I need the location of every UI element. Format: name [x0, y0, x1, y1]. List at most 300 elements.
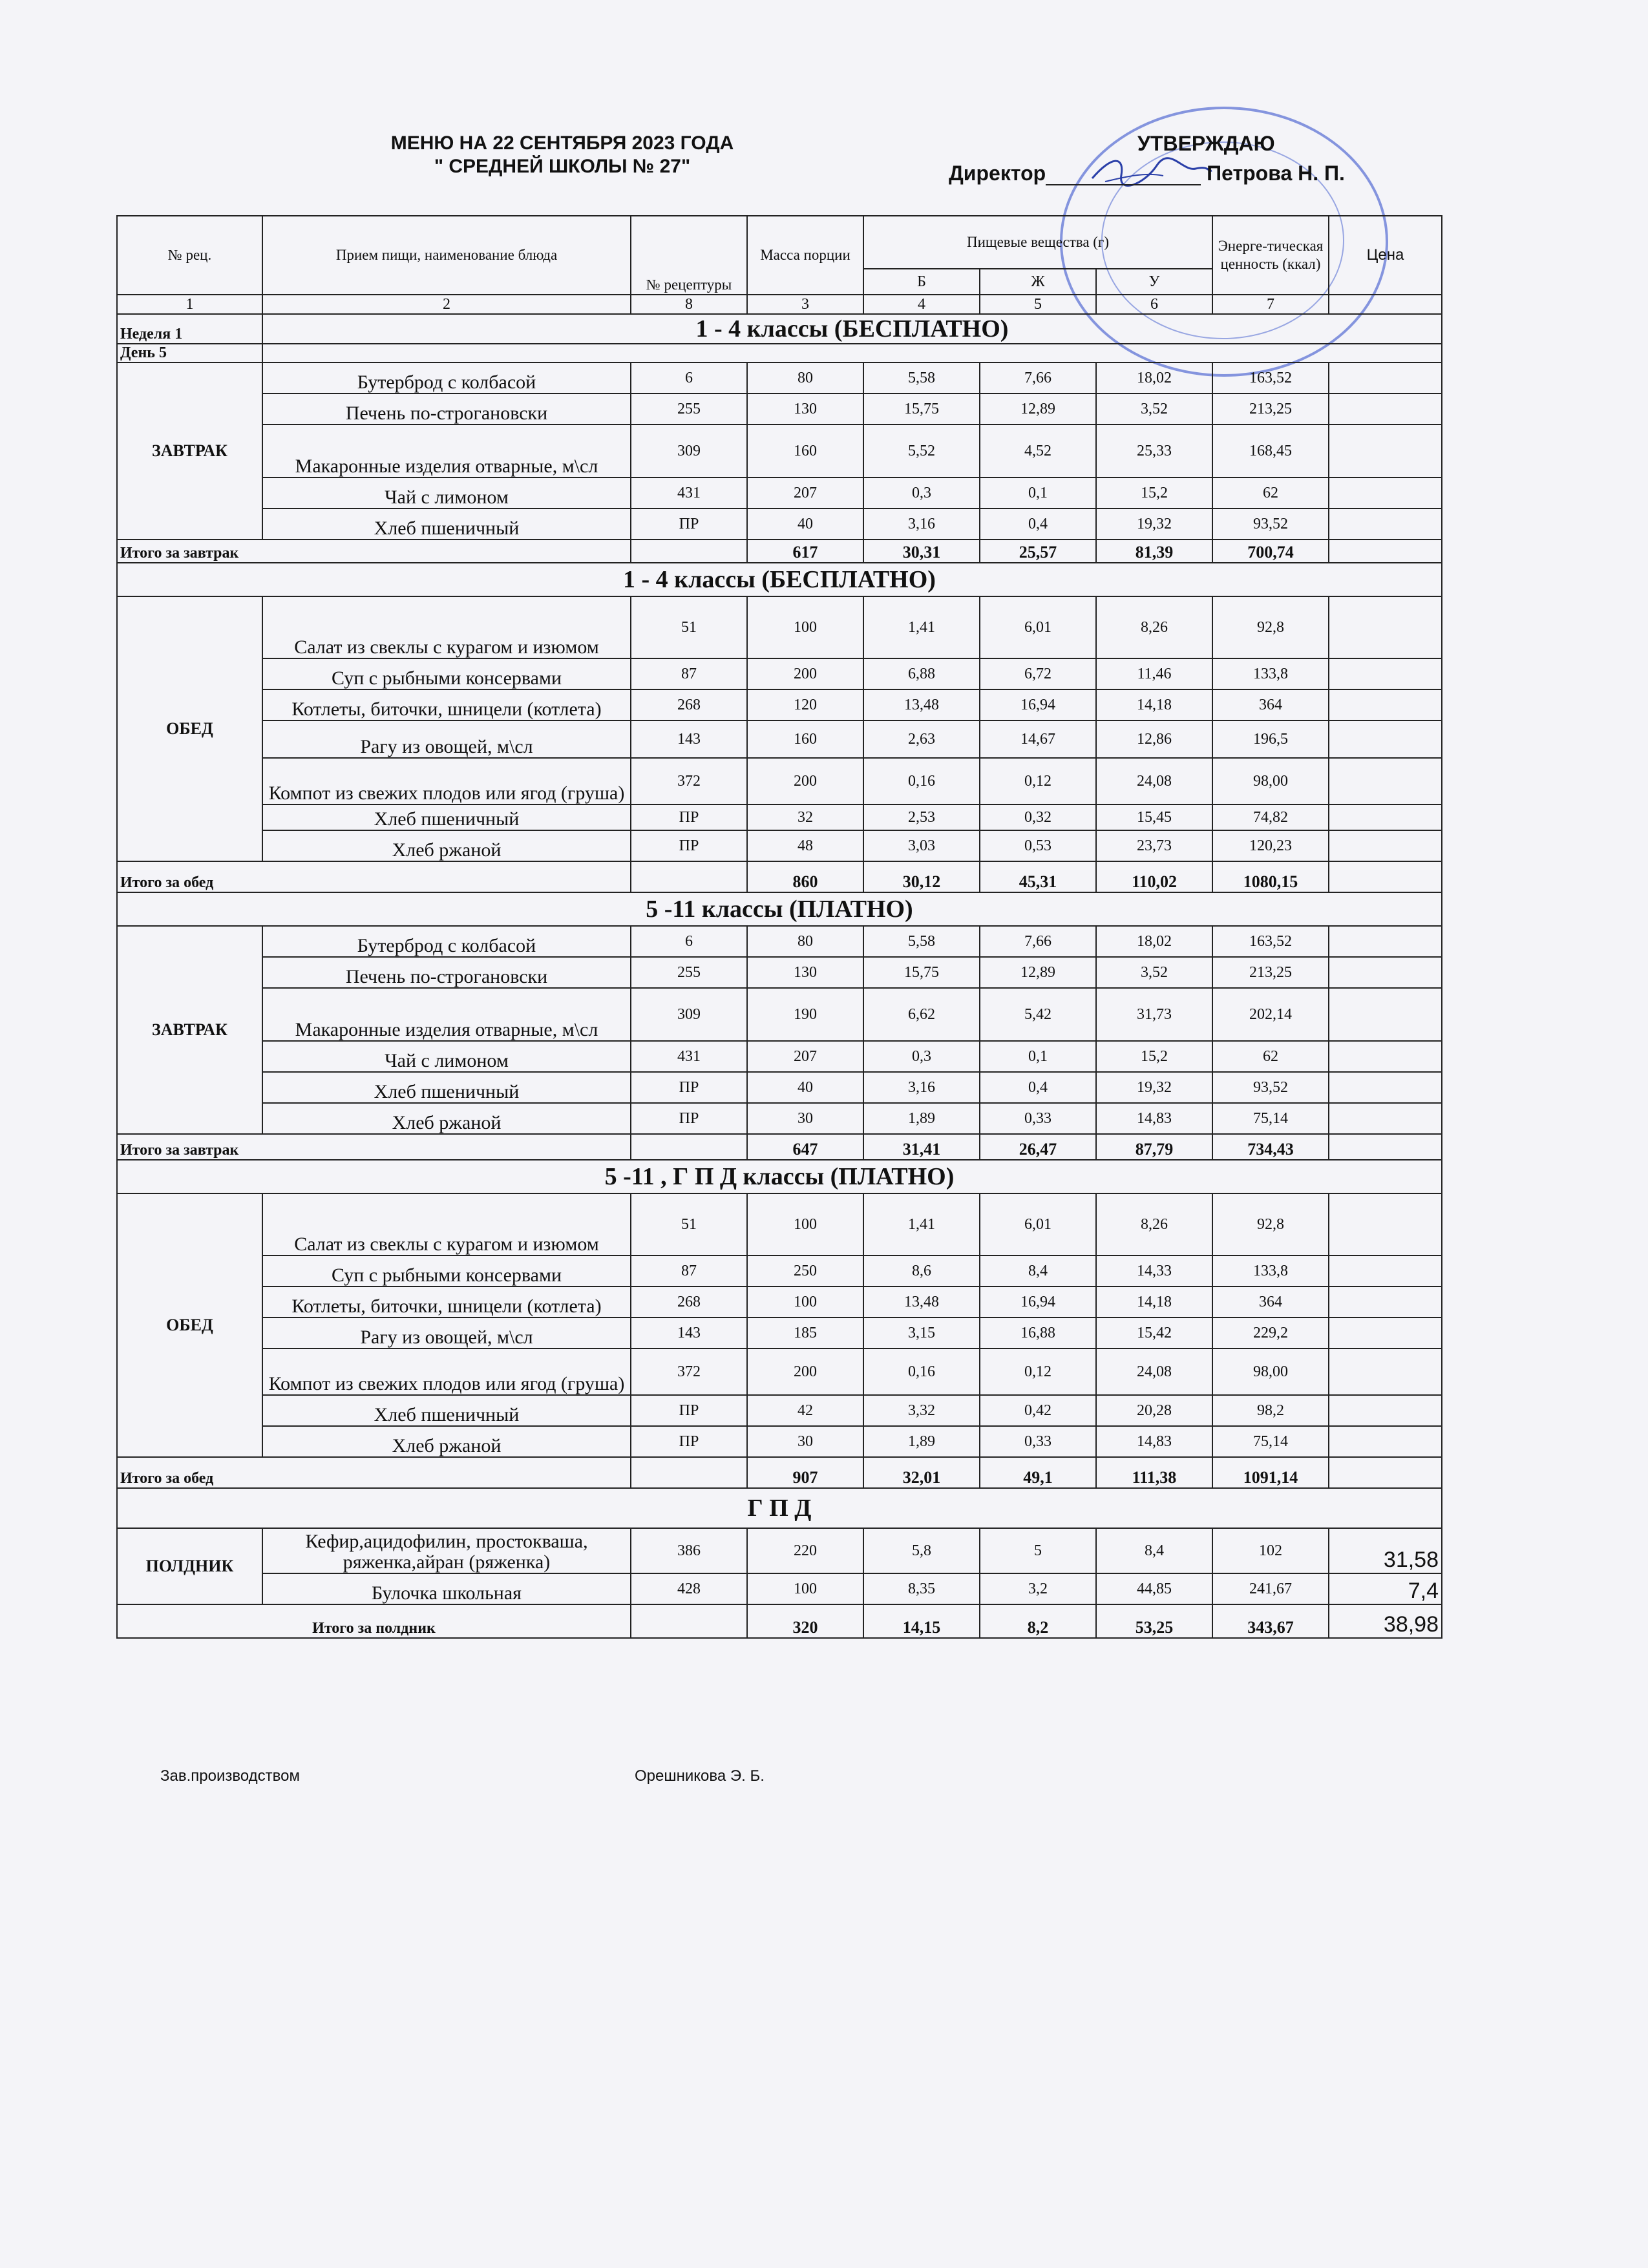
- price: [1329, 1041, 1442, 1072]
- menu-title-line1: МЕНЮ НА 22 СЕНТЯБРЯ 2023 ГОДА: [390, 132, 734, 154]
- band-free-1-4: 1 - 4 классы (БЕСПЛАТНО): [262, 314, 1442, 344]
- carbs: 19,32: [1096, 1072, 1212, 1103]
- fats: 12,89: [980, 957, 1096, 988]
- dish-name: Салат из свеклы с курагом и изюмом: [262, 596, 631, 658]
- fats: 0,33: [980, 1103, 1096, 1134]
- total-price: [1329, 1134, 1442, 1160]
- total-row: [117, 861, 1442, 892]
- dish-name: Суп с рыбными консервами: [262, 1255, 631, 1286]
- approve-label: УТВЕРЖДАЮ: [1137, 132, 1275, 155]
- energy: 62: [1212, 1041, 1329, 1072]
- dish-name: Рагу из овощей, м\сл: [262, 720, 631, 758]
- energy: 163,52: [1212, 362, 1329, 394]
- proteins: 6,62: [863, 988, 980, 1041]
- total-price: [1329, 540, 1442, 563]
- portion-mass: 100: [747, 1573, 863, 1604]
- energy: 202,14: [1212, 988, 1329, 1041]
- total-price: [1329, 1457, 1442, 1488]
- meal-label: ОБЕД: [117, 1193, 262, 1457]
- fats: 8,4: [980, 1255, 1096, 1286]
- recipe-number: 428: [631, 1573, 747, 1604]
- total-label: Итого за завтрак: [117, 540, 631, 563]
- table-row: [117, 1072, 1442, 1103]
- recipe-number: 143: [631, 1318, 747, 1349]
- energy: 168,45: [1212, 425, 1329, 478]
- portion-mass: 250: [747, 1255, 863, 1286]
- total-proteins: 30,31: [863, 540, 980, 563]
- meal-label: ОБЕД: [117, 596, 262, 861]
- section-band: 1 - 4 классы (БЕСПЛАТНО): [117, 563, 1442, 596]
- portion-mass: 190: [747, 988, 863, 1041]
- portion-mass: 200: [747, 1349, 863, 1395]
- price: [1329, 1193, 1442, 1255]
- proteins: 2,63: [863, 720, 980, 758]
- dish-name: Хлеб пшеничный: [262, 1395, 631, 1426]
- energy: 75,14: [1212, 1426, 1329, 1457]
- total-carbs: 87,79: [1096, 1134, 1212, 1160]
- carbs: 44,85: [1096, 1573, 1212, 1604]
- recipe-number: 6: [631, 362, 747, 394]
- meal-label: ПОЛДНИК: [117, 1528, 262, 1604]
- portion-mass: 200: [747, 658, 863, 689]
- col-number: 6: [1096, 295, 1212, 314]
- dish-name: Суп с рыбными консервами: [262, 658, 631, 689]
- total-label: Итого за полдник: [117, 1604, 631, 1638]
- table-row: [117, 1426, 1442, 1457]
- table-row: [117, 1528, 1442, 1573]
- day-label: День 5: [117, 344, 262, 362]
- col-recipe-no: № рецептуры: [631, 216, 747, 295]
- section-band-row: [117, 1160, 1442, 1193]
- table-row: [117, 720, 1442, 758]
- col-b: Б: [863, 269, 980, 295]
- energy: 98,00: [1212, 758, 1329, 804]
- col-number: [1329, 295, 1442, 314]
- dish-name: Салат из свеклы с курагом и изюмом: [262, 1193, 631, 1255]
- total-proteins: 30,12: [863, 861, 980, 892]
- total-energy: 734,43: [1212, 1134, 1329, 1160]
- energy: 364: [1212, 689, 1329, 720]
- recipe-number: ПР: [631, 1103, 747, 1134]
- proteins: 3,16: [863, 1072, 980, 1103]
- price: [1329, 957, 1442, 988]
- proteins: 0,16: [863, 758, 980, 804]
- recipe-number: ПР: [631, 509, 747, 540]
- carbs: 11,46: [1096, 658, 1212, 689]
- dish-name: Компот из свежих плодов или ягод (груша): [262, 1349, 631, 1395]
- total-row: [117, 1457, 1442, 1488]
- carbs: 14,83: [1096, 1103, 1212, 1134]
- energy: 62: [1212, 478, 1329, 509]
- table-row: [117, 689, 1442, 720]
- col-number: 1: [117, 295, 262, 314]
- total-recipe: [631, 861, 747, 892]
- energy: 213,25: [1212, 957, 1329, 988]
- recipe-number: ПР: [631, 804, 747, 830]
- fats: 5: [980, 1528, 1096, 1573]
- proteins: 0,3: [863, 478, 980, 509]
- carbs: 24,08: [1096, 1349, 1212, 1395]
- portion-mass: 80: [747, 362, 863, 394]
- proteins: 5,58: [863, 926, 980, 957]
- proteins: 1,89: [863, 1103, 980, 1134]
- proteins: 5,8: [863, 1528, 980, 1573]
- price: [1329, 720, 1442, 758]
- recipe-number: ПР: [631, 830, 747, 861]
- proteins: 3,16: [863, 509, 980, 540]
- price: [1329, 1395, 1442, 1426]
- total-fats: 26,47: [980, 1134, 1096, 1160]
- total-recipe: [631, 1457, 747, 1488]
- energy: 92,8: [1212, 1193, 1329, 1255]
- recipe-number: 372: [631, 758, 747, 804]
- proteins: 2,53: [863, 804, 980, 830]
- total-proteins: 32,01: [863, 1457, 980, 1488]
- portion-mass: 40: [747, 509, 863, 540]
- table-row: [117, 425, 1442, 478]
- portion-mass: 40: [747, 1072, 863, 1103]
- fats: 12,89: [980, 394, 1096, 425]
- dish-name: Кефир,ацидофилин, простокваша, ряженка,айран (ряженка): [262, 1528, 631, 1573]
- footer-name: Орешникова Э. Б.: [635, 1767, 765, 1785]
- dish-name: Бутерброд с колбасой: [262, 362, 631, 394]
- meal-label: ЗАВТРАК: [117, 362, 262, 540]
- proteins: 1,41: [863, 596, 980, 658]
- portion-mass: 160: [747, 720, 863, 758]
- energy: 92,8: [1212, 596, 1329, 658]
- proteins: 5,52: [863, 425, 980, 478]
- proteins: 1,41: [863, 1193, 980, 1255]
- dish-name: Хлеб пшеничный: [262, 1072, 631, 1103]
- price: [1329, 1349, 1442, 1395]
- dish-name: Печень по-строгановски: [262, 394, 631, 425]
- proteins: 5,58: [863, 362, 980, 394]
- fats: 7,66: [980, 362, 1096, 394]
- energy: 163,52: [1212, 926, 1329, 957]
- total-recipe: [631, 540, 747, 563]
- fats: 0,1: [980, 478, 1096, 509]
- total-fats: 25,57: [980, 540, 1096, 563]
- director-line: [949, 162, 1345, 185]
- table-row: [117, 1193, 1442, 1255]
- portion-mass: 160: [747, 425, 863, 478]
- recipe-number: 87: [631, 658, 747, 689]
- price: [1329, 758, 1442, 804]
- proteins: 6,88: [863, 658, 980, 689]
- portion-mass: 185: [747, 1318, 863, 1349]
- recipe-number: 6: [631, 926, 747, 957]
- portion-mass: 207: [747, 1041, 863, 1072]
- energy: 98,2: [1212, 1395, 1329, 1426]
- fats: 3,2: [980, 1573, 1096, 1604]
- energy: 98,00: [1212, 1349, 1329, 1395]
- week-label: Неделя 1: [117, 314, 262, 344]
- total-recipe: [631, 1134, 747, 1160]
- price: 7,4: [1329, 1573, 1442, 1604]
- portion-mass: 200: [747, 758, 863, 804]
- fats: 16,94: [980, 689, 1096, 720]
- price: [1329, 658, 1442, 689]
- director-label: Директор: [949, 162, 1046, 185]
- proteins: 0,16: [863, 1349, 980, 1395]
- total-mass: 320: [747, 1604, 863, 1638]
- total-fats: 45,31: [980, 861, 1096, 892]
- price: [1329, 478, 1442, 509]
- portion-mass: 130: [747, 957, 863, 988]
- total-label: Итого за обед: [117, 861, 631, 892]
- recipe-number: ПР: [631, 1395, 747, 1426]
- price: [1329, 509, 1442, 540]
- fats: 0,33: [980, 1426, 1096, 1457]
- total-mass: 647: [747, 1134, 863, 1160]
- carbs: 20,28: [1096, 1395, 1212, 1426]
- carbs: 24,08: [1096, 758, 1212, 804]
- fats: 4,52: [980, 425, 1096, 478]
- price: [1329, 926, 1442, 957]
- total-mass: 907: [747, 1457, 863, 1488]
- energy: 74,82: [1212, 804, 1329, 830]
- carbs: 15,42: [1096, 1318, 1212, 1349]
- proteins: 15,75: [863, 394, 980, 425]
- table-row: [117, 1349, 1442, 1395]
- table-row: [117, 830, 1442, 861]
- carbs: 14,18: [1096, 689, 1212, 720]
- dish-name: Хлеб пшеничный: [262, 804, 631, 830]
- section-band-row: [117, 892, 1442, 926]
- energy: 93,52: [1212, 509, 1329, 540]
- recipe-number: 87: [631, 1255, 747, 1286]
- price: [1329, 1318, 1442, 1349]
- total-row: [117, 1134, 1442, 1160]
- energy: 213,25: [1212, 394, 1329, 425]
- menu-title-line2: " СРЕДНЕЙ ШКОЛЫ № 27": [434, 156, 691, 177]
- portion-mass: 100: [747, 1193, 863, 1255]
- dish-name: Макаронные изделия отварные, м\сл: [262, 425, 631, 478]
- director-name: Петрова Н. П.: [1207, 162, 1345, 185]
- table-row: [117, 957, 1442, 988]
- energy: 93,52: [1212, 1072, 1329, 1103]
- recipe-number: ПР: [631, 1072, 747, 1103]
- recipe-number: 51: [631, 1193, 747, 1255]
- price: [1329, 1255, 1442, 1286]
- portion-mass: 130: [747, 394, 863, 425]
- table-row: [117, 1318, 1442, 1349]
- col-energy: Энерге-тическая ценность (ккал): [1212, 216, 1329, 295]
- dish-name: Печень по-строгановски: [262, 957, 631, 988]
- dish-name: Хлеб пшеничный: [262, 509, 631, 540]
- total-price: [1329, 861, 1442, 892]
- portion-mass: 80: [747, 926, 863, 957]
- price: [1329, 988, 1442, 1041]
- dish-name: Чай с лимоном: [262, 478, 631, 509]
- carbs: 8,26: [1096, 1193, 1212, 1255]
- proteins: 15,75: [863, 957, 980, 988]
- proteins: 8,35: [863, 1573, 980, 1604]
- table-row: [117, 1573, 1442, 1604]
- signature-line: [1046, 169, 1201, 185]
- table-row: [117, 758, 1442, 804]
- recipe-number: 255: [631, 394, 747, 425]
- table-row: [117, 804, 1442, 830]
- portion-mass: 220: [747, 1528, 863, 1573]
- portion-mass: 42: [747, 1395, 863, 1426]
- energy: 75,14: [1212, 1103, 1329, 1134]
- section-band: 5 -11 классы (ПЛАТНО): [117, 892, 1442, 926]
- carbs: 19,32: [1096, 509, 1212, 540]
- column-number-row: [117, 295, 1442, 314]
- header-row: [117, 216, 1442, 269]
- total-mass: 860: [747, 861, 863, 892]
- total-energy: 343,67: [1212, 1604, 1329, 1638]
- footer-role: Зав.производством: [160, 1767, 300, 1785]
- carbs: 14,18: [1096, 1286, 1212, 1318]
- table-row: [117, 1286, 1442, 1318]
- price: [1329, 1103, 1442, 1134]
- recipe-number: 143: [631, 720, 747, 758]
- dish-name: Бутерброд с колбасой: [262, 926, 631, 957]
- table-row: [117, 1041, 1442, 1072]
- carbs: 12,86: [1096, 720, 1212, 758]
- dish-name: Компот из свежих плодов или ягод (груша): [262, 758, 631, 804]
- recipe-number: 51: [631, 596, 747, 658]
- portion-mass: 30: [747, 1103, 863, 1134]
- proteins: 1,89: [863, 1426, 980, 1457]
- section-band: 5 -11 , Г П Д классы (ПЛАТНО): [117, 1160, 1442, 1193]
- col-name: Прием пищи, наименование блюда: [262, 216, 631, 295]
- proteins: 0,3: [863, 1041, 980, 1072]
- fats: 0,4: [980, 1072, 1096, 1103]
- total-carbs: 110,02: [1096, 861, 1212, 892]
- price: [1329, 689, 1442, 720]
- dish-name: Чай с лимоном: [262, 1041, 631, 1072]
- fats: 0,32: [980, 804, 1096, 830]
- price: [1329, 830, 1442, 861]
- total-fats: 8,2: [980, 1604, 1096, 1638]
- recipe-number: 309: [631, 425, 747, 478]
- price: [1329, 596, 1442, 658]
- table-row: [117, 1103, 1442, 1134]
- col-u: У: [1096, 269, 1212, 295]
- total-mass: 617: [747, 540, 863, 563]
- price: [1329, 1286, 1442, 1318]
- total-carbs: 53,25: [1096, 1604, 1212, 1638]
- col-number: 4: [863, 295, 980, 314]
- portion-mass: 100: [747, 596, 863, 658]
- carbs: 3,52: [1096, 957, 1212, 988]
- dish-name: Котлеты, биточки, шницели (котлета): [262, 1286, 631, 1318]
- portion-mass: 48: [747, 830, 863, 861]
- energy: 133,8: [1212, 1255, 1329, 1286]
- energy: 229,2: [1212, 1318, 1329, 1349]
- price: [1329, 394, 1442, 425]
- dish-name: Хлеб ржаной: [262, 1103, 631, 1134]
- dish-name: Котлеты, биточки, шницели (котлета): [262, 689, 631, 720]
- section-band: Г П Д: [117, 1488, 1442, 1528]
- fats: 5,42: [980, 988, 1096, 1041]
- menu-title: [362, 132, 763, 178]
- total-energy: 700,74: [1212, 540, 1329, 563]
- table-row: [117, 362, 1442, 394]
- price: [1329, 362, 1442, 394]
- col-zh: Ж: [980, 269, 1096, 295]
- fats: 0,53: [980, 830, 1096, 861]
- recipe-number: ПР: [631, 1426, 747, 1457]
- recipe-number: 431: [631, 1041, 747, 1072]
- section-band-row: [117, 1488, 1442, 1528]
- week-row: [117, 314, 1442, 344]
- table-row: [117, 509, 1442, 540]
- portion-mass: 120: [747, 689, 863, 720]
- portion-mass: 32: [747, 804, 863, 830]
- total-label: Итого за завтрак: [117, 1134, 631, 1160]
- dish-name: Хлеб ржаной: [262, 1426, 631, 1457]
- proteins: 3,15: [863, 1318, 980, 1349]
- recipe-number: 255: [631, 957, 747, 988]
- fats: 16,88: [980, 1318, 1096, 1349]
- carbs: 3,52: [1096, 394, 1212, 425]
- col-number: 2: [262, 295, 631, 314]
- energy: 364: [1212, 1286, 1329, 1318]
- portion-mass: 207: [747, 478, 863, 509]
- dish-name: Макаронные изделия отварные, м\сл: [262, 988, 631, 1041]
- energy: 241,67: [1212, 1573, 1329, 1604]
- fats: 0,42: [980, 1395, 1096, 1426]
- carbs: 23,73: [1096, 830, 1212, 861]
- col-number: 8: [631, 295, 747, 314]
- table-row: [117, 1395, 1442, 1426]
- col-mass: Масса порции: [747, 216, 863, 295]
- proteins: 3,32: [863, 1395, 980, 1426]
- table-row: [117, 658, 1442, 689]
- dish-name: Хлеб ржаной: [262, 830, 631, 861]
- recipe-number: 372: [631, 1349, 747, 1395]
- col-rec: № рец.: [117, 216, 262, 295]
- day-row: [117, 344, 1442, 362]
- total-fats: 49,1: [980, 1457, 1096, 1488]
- total-row: [117, 1604, 1442, 1638]
- carbs: 15,2: [1096, 478, 1212, 509]
- carbs: 14,33: [1096, 1255, 1212, 1286]
- col-nutrients: Пищевые вещества (г): [863, 216, 1212, 269]
- carbs: 31,73: [1096, 988, 1212, 1041]
- recipe-number: 386: [631, 1528, 747, 1573]
- proteins: 13,48: [863, 1286, 980, 1318]
- total-proteins: 14,15: [863, 1604, 980, 1638]
- energy: 102: [1212, 1528, 1329, 1573]
- recipe-number: 309: [631, 988, 747, 1041]
- col-number: 3: [747, 295, 863, 314]
- carbs: 15,45: [1096, 804, 1212, 830]
- fats: 0,1: [980, 1041, 1096, 1072]
- energy: 133,8: [1212, 658, 1329, 689]
- section-band-row: [117, 563, 1442, 596]
- carbs: 18,02: [1096, 362, 1212, 394]
- table-row: [117, 596, 1442, 658]
- price: [1329, 1072, 1442, 1103]
- price: 31,58: [1329, 1528, 1442, 1573]
- portion-mass: 100: [747, 1286, 863, 1318]
- total-carbs: 81,39: [1096, 540, 1212, 563]
- price: [1329, 804, 1442, 830]
- carbs: 14,83: [1096, 1426, 1212, 1457]
- fats: 6,01: [980, 1193, 1096, 1255]
- portion-mass: 30: [747, 1426, 863, 1457]
- table-row: [117, 478, 1442, 509]
- fats: 6,01: [980, 596, 1096, 658]
- dish-name: Булочка школьная: [262, 1573, 631, 1604]
- total-label: Итого за обед: [117, 1457, 631, 1488]
- meal-label: ЗАВТРАК: [117, 926, 262, 1134]
